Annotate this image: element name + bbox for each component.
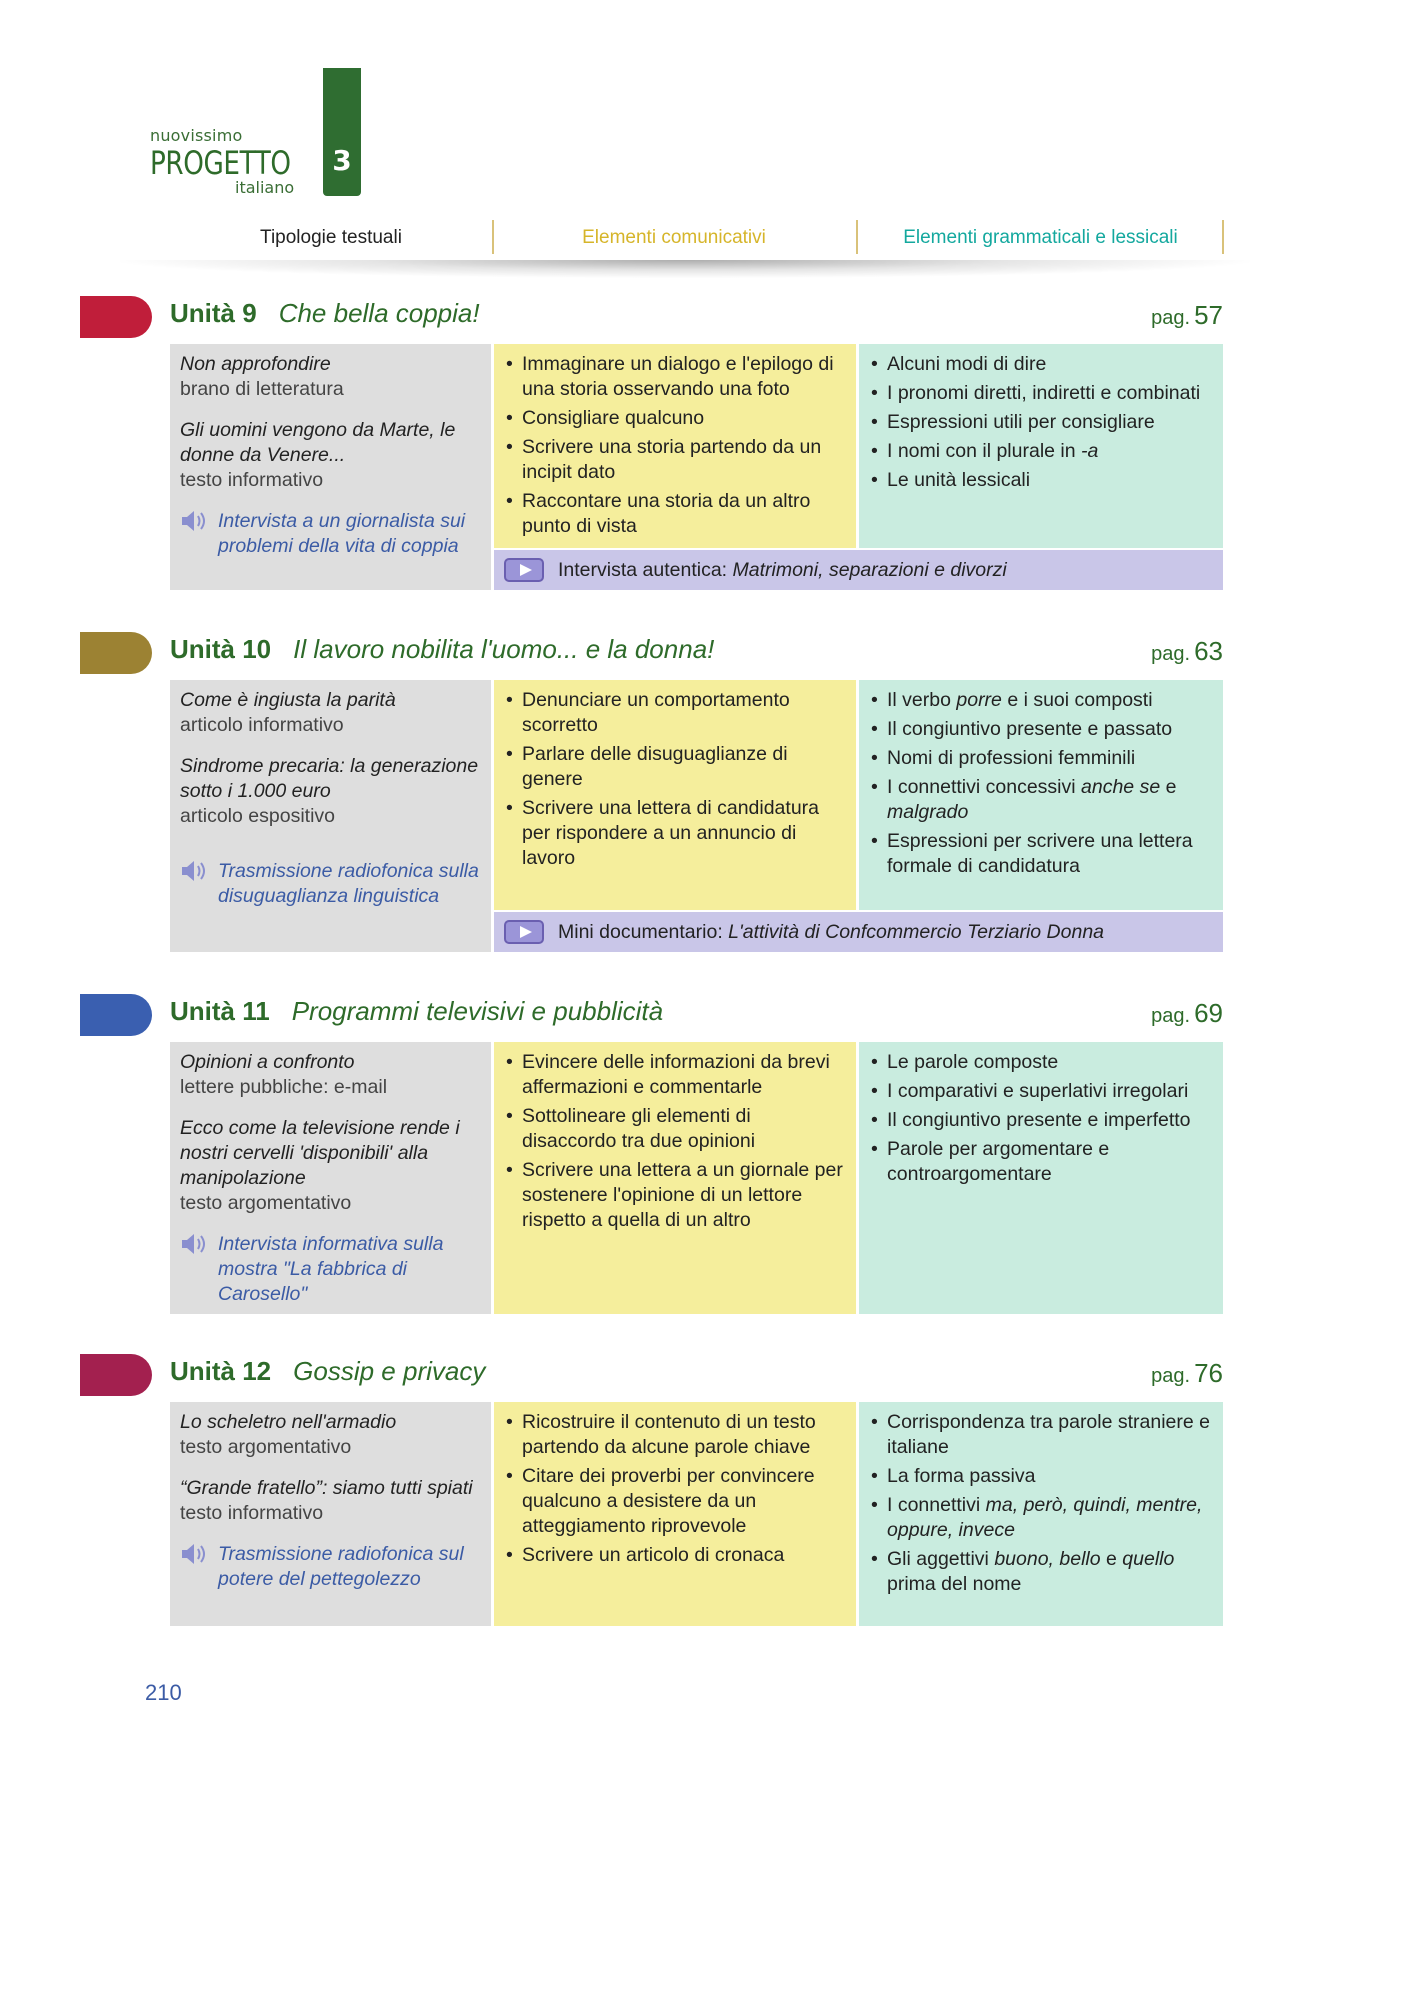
list-item-italic: porre bbox=[956, 689, 1002, 711]
page-label: pag. bbox=[1151, 1365, 1191, 1387]
video-title: Matrimoni, separazioni e divorzi bbox=[732, 558, 1007, 581]
list-item-italic: malgrado bbox=[887, 801, 969, 823]
list-item: • Raccontare una storia da un altro punto di vista bbox=[504, 489, 848, 539]
list-item: • Scrivere una lettera a un giornale per sostenere l'opinione di un lettore rispetto a quella di un altro bbox=[504, 1158, 848, 1233]
video-label: Mini documentario: bbox=[558, 920, 723, 943]
list-item: • Citare dei proverbi per convincere qualcuno a desistere da un atteggiamento riprovevole bbox=[504, 1464, 848, 1539]
column-divider bbox=[1222, 220, 1224, 254]
list-item-text: e i suoi composti bbox=[1007, 689, 1153, 711]
text-title: Come è ingiusta la parità bbox=[180, 689, 396, 711]
list-item: • Denunciare un comportamento scorretto bbox=[504, 688, 848, 738]
list-item bbox=[869, 775, 1215, 825]
text-type: lettere pubbliche: e-mail bbox=[180, 1076, 388, 1098]
list-item: • Ricostruire il contenuto di un testo partendo da alcune parole chiave bbox=[504, 1410, 848, 1460]
text-types-cell bbox=[170, 1402, 491, 1626]
unit-number: Unità 9 bbox=[170, 298, 257, 328]
list-item bbox=[869, 439, 1215, 464]
text-title: Ecco come la televisione rende i nostri cervelli 'disponibili' alla manipolazione bbox=[180, 1117, 460, 1189]
column-header-communicative: Elementi comunicativi bbox=[582, 227, 766, 248]
unit-title bbox=[170, 996, 663, 1027]
video-play-icon[interactable] bbox=[504, 920, 544, 944]
text-type: articolo informativo bbox=[180, 714, 344, 736]
list-item: • Sottolineare gli elementi di disaccordo tra due opinioni bbox=[504, 1104, 848, 1154]
logo-sub-text: italiano bbox=[235, 178, 295, 197]
text-type: testo argomentativo bbox=[180, 1436, 352, 1458]
list-item: • Il congiuntivo presente e passato bbox=[869, 717, 1215, 742]
list-item-text: I connettivi bbox=[887, 1494, 981, 1516]
page-label: pag. bbox=[1151, 307, 1191, 329]
page-reference[interactable] bbox=[1151, 300, 1223, 331]
text-type: testo informativo bbox=[180, 1502, 324, 1524]
grammar-cell bbox=[859, 344, 1223, 548]
unit-color-tab bbox=[80, 632, 152, 674]
audio-description: Trasmissione radiofonica sul potere del pettegolezzo bbox=[218, 1543, 464, 1590]
list-item-italic: ma, però, quindi, mentre, oppure, invece bbox=[887, 1494, 1203, 1541]
unit-number: Unità 12 bbox=[170, 1356, 272, 1386]
unit-name: Il lavoro nobilita l'uomo... e la donna! bbox=[293, 634, 715, 664]
unit-name: Che bella coppia! bbox=[278, 298, 480, 328]
page-number: 210 bbox=[145, 1680, 182, 1705]
list-item: • Consigliare qualcuno bbox=[504, 406, 848, 431]
list-item: • Corrispondenza tra parole straniere e italiane bbox=[869, 1410, 1215, 1460]
audio-track[interactable] bbox=[180, 859, 483, 909]
column-header-grammar: Elementi grammaticali e lessicali bbox=[903, 227, 1178, 248]
list-item: • Scrivere un articolo di cronaca bbox=[504, 1543, 848, 1568]
speaker-icon bbox=[180, 509, 218, 534]
list-item-text: prima del nome bbox=[887, 1573, 1022, 1595]
audio-description: Intervista a un giornalista sui problemi della vita di coppia bbox=[218, 510, 466, 557]
grammar-cell bbox=[859, 680, 1223, 910]
list-item: • Parlare delle disuguaglianze di genere bbox=[504, 742, 848, 792]
list-item: • Scrivere una lettera di candidatura per rispondere a un annuncio di lavoro bbox=[504, 796, 848, 871]
audio-track[interactable] bbox=[180, 1232, 483, 1307]
text-types-cell bbox=[170, 344, 491, 590]
unit-title bbox=[170, 634, 714, 665]
grammar-cell bbox=[859, 1042, 1223, 1314]
list-item-text: Il verbo bbox=[887, 689, 951, 711]
header-shadow-rule bbox=[120, 260, 1250, 278]
page-number-ref: 63 bbox=[1194, 636, 1223, 666]
video-row[interactable] bbox=[494, 912, 1223, 952]
list-item: • Scrivere una storia partendo da un incipit dato bbox=[504, 435, 848, 485]
page-label: pag. bbox=[1151, 1005, 1191, 1027]
list-item: • Il congiuntivo presente e imperfetto bbox=[869, 1108, 1215, 1133]
logo-volume-bar bbox=[323, 68, 361, 196]
list-item-text: e bbox=[1165, 776, 1177, 798]
column-header-text-types: Tipologie testuali bbox=[260, 227, 402, 248]
list-item: • Espressioni utili per consigliare bbox=[869, 410, 1215, 435]
list-item: • Le unità lessicali bbox=[869, 468, 1215, 493]
logo-main-text: PROGETTO bbox=[150, 144, 291, 182]
list-item: • La forma passiva bbox=[869, 1464, 1215, 1489]
list-item-text: I connettivi concessivi bbox=[887, 776, 1076, 798]
unit-name: Gossip e privacy bbox=[293, 1356, 486, 1386]
text-types-cell bbox=[170, 680, 491, 952]
unit-title bbox=[170, 1356, 485, 1387]
list-item-text: e bbox=[1106, 1548, 1117, 1570]
video-title: L'attività di Confcommercio Terziario Donna bbox=[728, 920, 1105, 943]
video-label: Intervista autentica: bbox=[558, 558, 728, 581]
list-item: • Immaginare un dialogo e l'epilogo di una storia osservando una foto bbox=[504, 352, 848, 402]
unit-title bbox=[170, 298, 480, 329]
list-item: • I pronomi diretti, indiretti e combinati bbox=[869, 381, 1215, 406]
logo-small-text: nuovissimo bbox=[150, 126, 243, 145]
text-type: brano di letteratura bbox=[180, 378, 344, 400]
list-item bbox=[869, 1493, 1215, 1543]
communicative-cell bbox=[494, 680, 856, 910]
list-item-italic: quello bbox=[1122, 1548, 1175, 1570]
list-item bbox=[869, 688, 1215, 713]
text-type: articolo espositivo bbox=[180, 805, 335, 827]
logo bbox=[150, 68, 370, 198]
unit-number: Unità 11 bbox=[170, 996, 270, 1026]
text-title: Lo scheletro nell'armadio bbox=[180, 1411, 397, 1433]
audio-description: Trasmissione radiofonica sulla disuguaglianza linguistica bbox=[218, 860, 479, 907]
text-title: Gli uomini vengono da Marte, le donne da Venere... bbox=[180, 419, 456, 466]
text-title: “Grande fratello”: siamo tutti spiati bbox=[180, 1477, 473, 1499]
list-item-italic: -a bbox=[1081, 440, 1099, 462]
page-number-ref: 76 bbox=[1194, 1358, 1223, 1388]
list-item-text: Gli aggettivi bbox=[887, 1548, 989, 1570]
unit-color-tab bbox=[80, 296, 152, 338]
list-item: • Le parole composte bbox=[869, 1050, 1215, 1075]
communicative-cell bbox=[494, 1402, 856, 1626]
list-item: • Nomi di professioni femminili bbox=[869, 746, 1215, 771]
speaker-icon bbox=[180, 1542, 218, 1567]
text-title: Opinioni a confronto bbox=[180, 1051, 355, 1073]
audio-track[interactable] bbox=[180, 509, 483, 559]
audio-track[interactable] bbox=[180, 1542, 483, 1592]
text-type: testo informativo bbox=[180, 469, 324, 491]
text-title: Non approfondire bbox=[180, 353, 331, 375]
unit-name: Programmi televisivi e pubblicità bbox=[291, 996, 664, 1026]
unit-number: Unità 10 bbox=[170, 634, 272, 664]
logo-volume-number: 3 bbox=[332, 144, 352, 177]
page-reference[interactable] bbox=[1151, 998, 1223, 1029]
list-item: • I comparativi e superlativi irregolari bbox=[869, 1079, 1215, 1104]
text-title: Sindrome precaria: la generazione sotto i 1.000 euro bbox=[180, 755, 479, 802]
page-label: pag. bbox=[1151, 643, 1191, 665]
text-type: testo argomentativo bbox=[180, 1192, 352, 1214]
page-reference[interactable] bbox=[1151, 636, 1223, 667]
video-play-icon[interactable] bbox=[504, 558, 544, 582]
list-item-italic: anche se bbox=[1081, 776, 1161, 798]
communicative-cell bbox=[494, 1042, 856, 1314]
page-number-ref: 57 bbox=[1194, 300, 1223, 330]
list-item bbox=[869, 1547, 1215, 1597]
grammar-cell bbox=[859, 1402, 1223, 1626]
page-number-ref: 69 bbox=[1194, 998, 1223, 1028]
list-item-text: I nomi con il plurale in bbox=[887, 440, 1076, 462]
audio-description: Intervista informativa sulla mostra "La fabbrica di Carosello" bbox=[218, 1233, 444, 1305]
page-reference[interactable] bbox=[1151, 1358, 1223, 1389]
list-item-italic: buono, bello bbox=[994, 1548, 1101, 1570]
communicative-cell bbox=[494, 344, 856, 548]
unit-color-tab bbox=[80, 1354, 152, 1396]
list-item: • Evincere delle informazioni da brevi affermazioni e commentarle bbox=[504, 1050, 848, 1100]
list-item: • Alcuni modi di dire bbox=[869, 352, 1215, 377]
video-row[interactable] bbox=[494, 550, 1223, 590]
list-item: • Espressioni per scrivere una lettera formale di candidatura bbox=[869, 829, 1215, 879]
unit-color-tab bbox=[80, 994, 152, 1036]
text-types-cell bbox=[170, 1042, 491, 1314]
speaker-icon bbox=[180, 859, 218, 884]
speaker-icon bbox=[180, 1232, 218, 1257]
list-item: • Parole per argomentare e controargomentare bbox=[869, 1137, 1215, 1187]
